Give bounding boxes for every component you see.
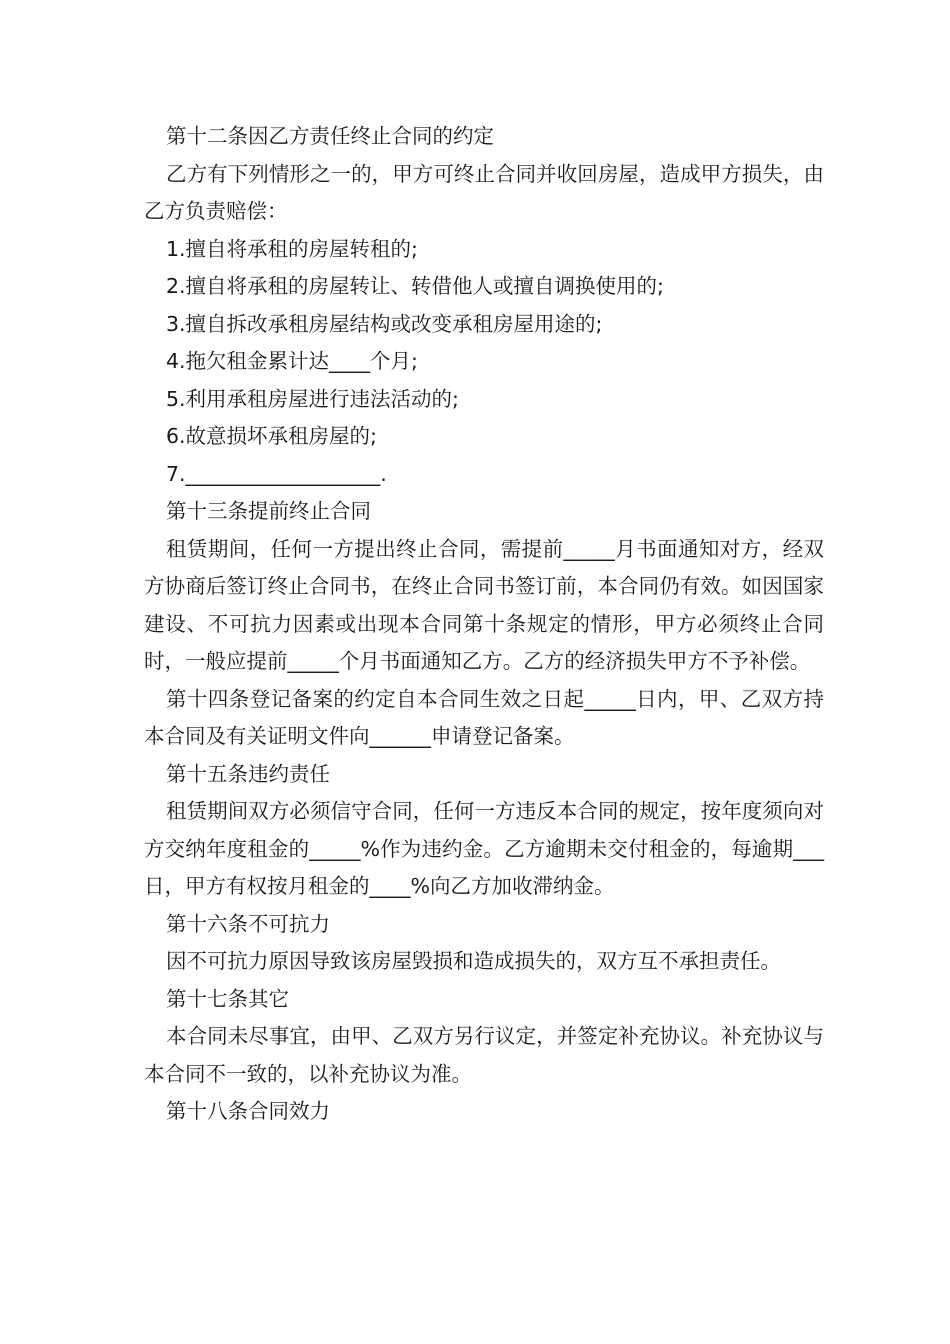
article-12-item-6: 6.故意损坏承租房屋的; [166,424,377,448]
article-13-heading: 第十三条提前终止合同 [166,499,371,523]
article-14-body: 第十四条登记备案的约定自本合同生效之日起_____日内，甲、乙双方持本合同及有关证明文件向______申请登记备案。 [144,686,824,748]
article-16-heading: 第十六条不可抗力 [166,911,330,936]
document-page [144,118,824,1131]
article-12-item-3: 3.擅自拆改承租房屋结构或改变承租房屋用途的; [166,311,603,336]
article-12-heading: 第十二条因乙方责任终止合同的约定 [166,124,494,148]
article-15-heading: 第十五条违约责任 [166,761,330,786]
article-12-item-7: 7.___________________. [166,461,387,486]
article-13-body: 租赁期间，任何一方提出终止合同，需提前_____月书面通知对方，经双方协商后签订终止合同书，在终止合同书签订前，本合同仍有效。如因国家建设、不可抗力因素或出现本合同第十条规定的情形，甲方必须终止合同时，一般应提前_____个月书面通知乙方。乙方的经济损失甲方不予补偿。 [144,536,824,673]
article-12-item-4: 4.拖欠租金累计达____个月; [166,349,418,373]
article-16-body: 因不可抗力原因导致该房屋毁损和造成损失的，双方互不承担责任。 [166,949,781,973]
article-17-body: 本合同未尽事宜，由甲、乙双方另行议定，并签定补充协议。补充协议与本合同不一致的，以补充协议为准。 [144,1024,824,1086]
article-18-heading: 第十八条合同效力 [166,1099,330,1123]
article-12-intro: 乙方有下列情形之一的，甲方可终止合同并收回房屋，造成甲方损失，由乙方负责赔偿： [144,161,824,223]
article-12-item-2: 2.擅自将承租的房屋转让、转借他人或擅自调换使用的; [166,274,664,298]
article-12-item-5: 5.利用承租房屋进行违法活动的; [166,386,459,411]
article-17-heading: 第十七条其它 [166,986,289,1011]
article-12-item-1: 1.擅自将承租的房屋转租的; [166,236,418,261]
article-15-body: 租赁期间双方必须信守合同，任何一方违反本合同的规定，按年度须向对方交纳年度租金的_____%作为违约金。乙方逾期未交付租金的，每逾期___日，甲方有权按月租金的____%向乙方加收滞纳金。 [144,799,824,898]
